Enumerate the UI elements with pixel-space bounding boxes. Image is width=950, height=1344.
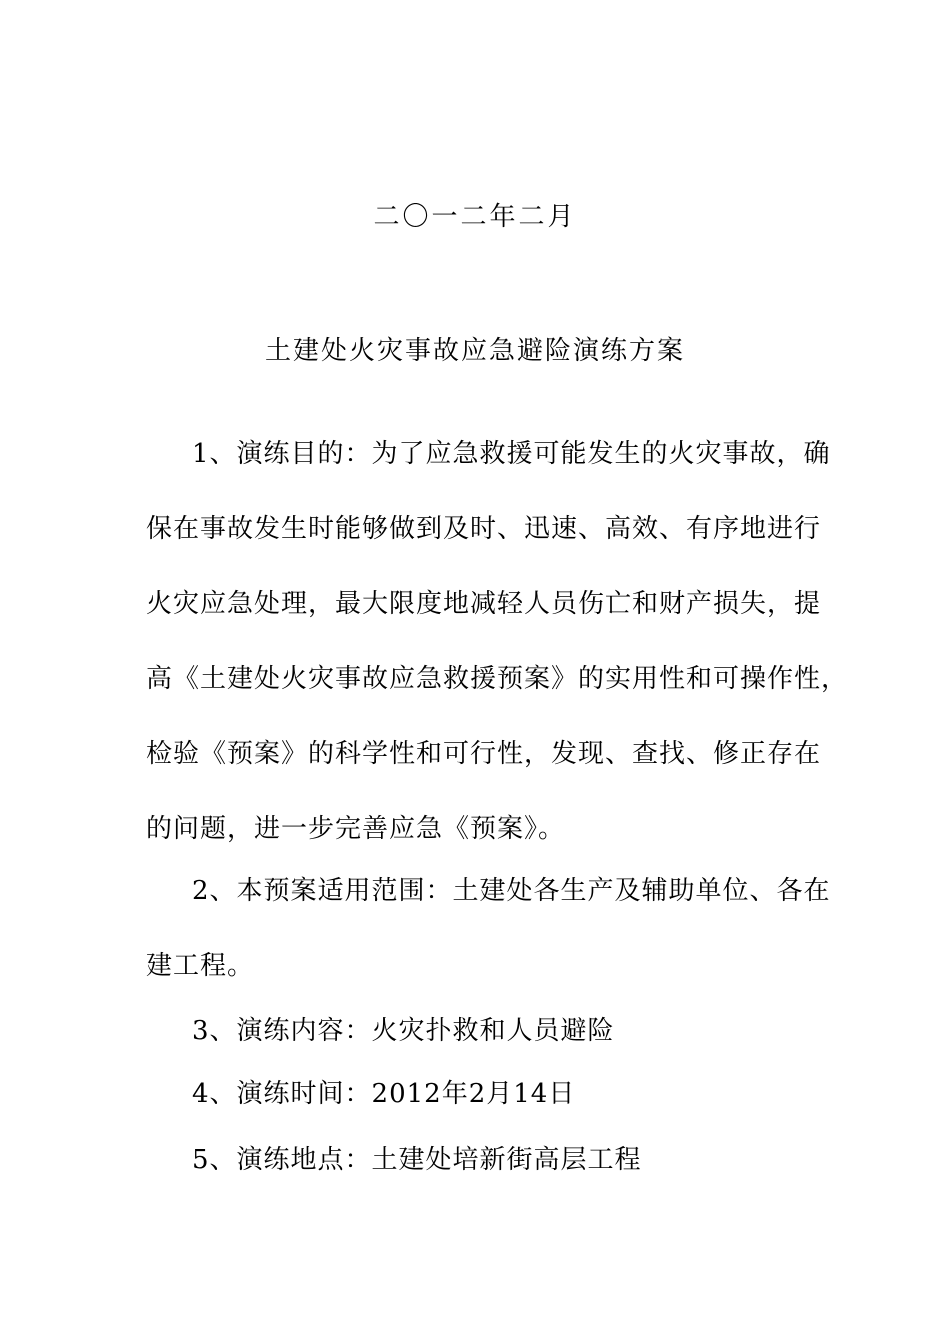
paragraph-content: 3、演练内容：火灾扑救和人员避险 (192, 1016, 615, 1046)
paragraph-scope-line-1: 2、本预案适用范围：土建处各生产及辅助单位、各在 (192, 876, 831, 906)
document-title: 土建处火灾事故应急避险演练方案 (264, 336, 685, 366)
paragraph-location: 5、演练地点：土建处培新街高层工程 (192, 1145, 642, 1175)
paragraph-scope-line-2: 建工程。 (146, 951, 255, 981)
document-date: 二〇一二年二月 (373, 202, 577, 232)
paragraph-purpose-line-4: 高《土建处火灾事故应急救援预案》的实用性和可操作性， (146, 664, 849, 694)
paragraph-purpose-line-3: 火灾应急处理，最大限度地减轻人员伤亡和财产损失，提 (146, 589, 822, 619)
paragraph-time: 4、演练时间：2012年2月14日 (192, 1079, 576, 1109)
paragraph-purpose-line-1: 1、演练目的：为了应急救援可能发生的火灾事故，确 (192, 439, 831, 469)
paragraph-purpose-line-6: 的问题，进一步完善应急《预案》。 (146, 814, 566, 844)
paragraph-purpose-line-5: 检验《预案》的科学性和可行性，发现、查找、修正存在 (146, 739, 822, 769)
paragraph-purpose-line-2: 保在事故发生时能够做到及时、迅速、高效、有序地进行 (146, 514, 822, 544)
